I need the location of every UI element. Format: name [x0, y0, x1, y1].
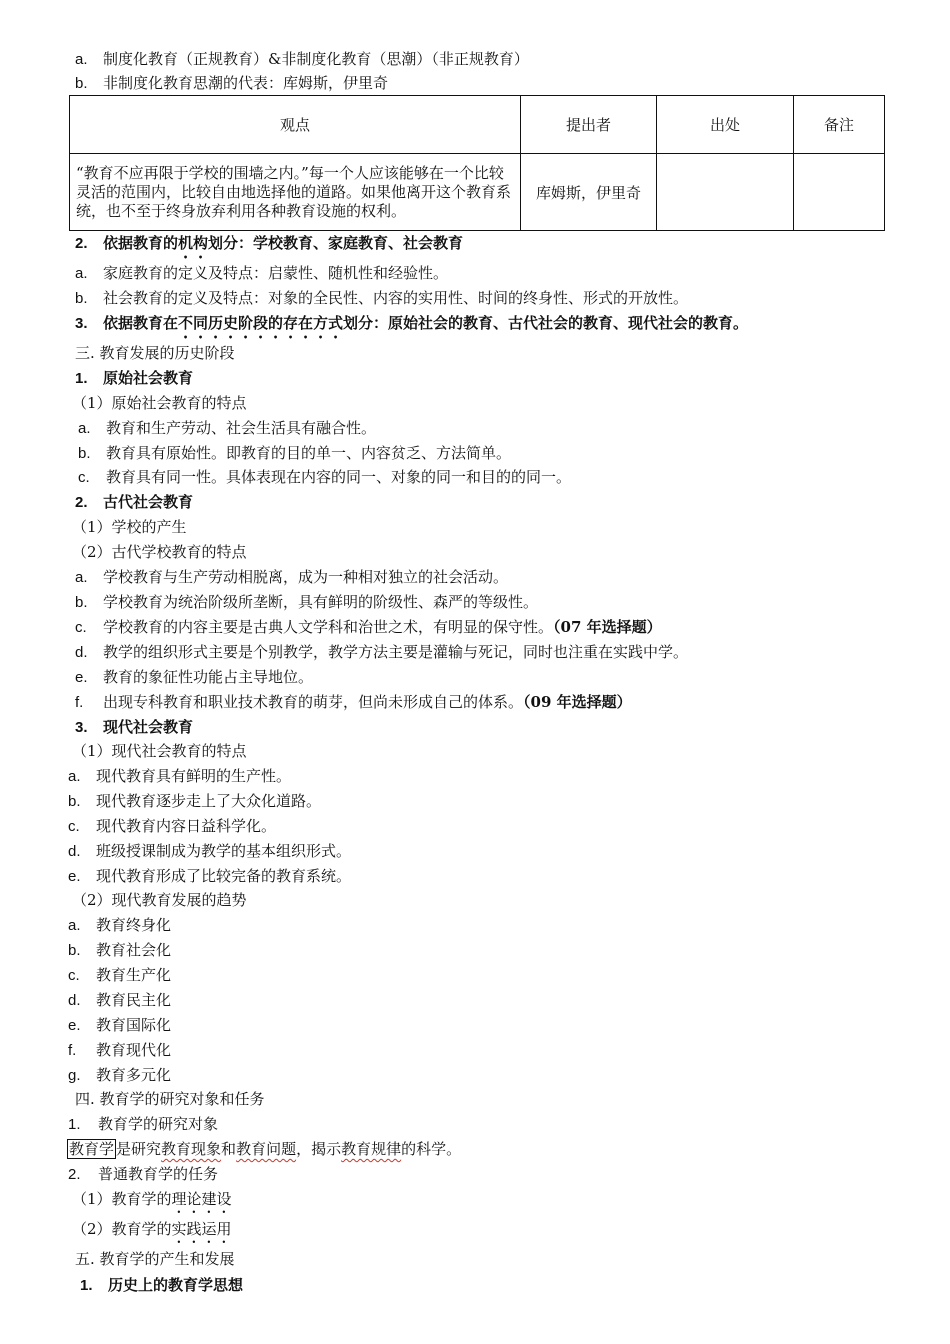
table-header-row [70, 96, 885, 154]
table-header-cell: 观点 [70, 96, 521, 154]
sub-heading: （2）现代教育发展的趋势 [72, 891, 247, 909]
list-marker: a. [78, 420, 91, 437]
list-marker: e. [75, 669, 88, 686]
list-item [68, 990, 171, 1011]
term-boxed: 教育学 [69, 1140, 115, 1158]
list-marker: f. [75, 694, 84, 711]
subsection-heading [75, 492, 193, 513]
sub-heading: （1）原始社会教育的特点 [72, 394, 247, 412]
definition-text: 的科学。 [401, 1140, 462, 1158]
list-text: 现代教育内容日益科学化。 [96, 817, 277, 835]
heading-text: 教育学的研究对象 [98, 1115, 219, 1133]
heading-number: 2. [75, 494, 88, 511]
heading-text: 依据教育的 [103, 234, 179, 252]
exam-tag: （07 年选择题） [553, 618, 662, 636]
list-text: 学校教育与生产劳动相脱离，成为一种相对独立的社会活动。 [103, 568, 509, 586]
heading-text: 现代社会教育 [103, 718, 194, 736]
table-header-cell: 出处 [657, 96, 794, 154]
list-text: 教育现代化 [96, 1041, 172, 1059]
list-item [75, 567, 508, 588]
list-text: 教育的象征性功能占主导地位。 [103, 668, 314, 686]
table-cell-source [657, 154, 794, 231]
list-marker: a. [68, 768, 81, 785]
list-item [68, 866, 351, 887]
definition-line [67, 1139, 461, 1159]
list-marker: a. [68, 917, 81, 934]
heading-text: 依据教育在 [103, 314, 179, 332]
table-header-cell: 提出者 [521, 96, 657, 154]
list-text: 教学的组织形式主要是个别教学，教学方法主要是灌输与死记，同时也注重在实践中学。 [103, 643, 689, 661]
list-marker: b. [75, 290, 88, 307]
section-title: 四. 教育学的研究对象和任务 [75, 1090, 265, 1108]
definition-text: 和 [221, 1140, 237, 1158]
emphasis-text: 实践运用 [171, 1220, 232, 1238]
list-item [68, 1065, 171, 1086]
list-text: 教育终身化 [96, 916, 172, 934]
list-text: 现代教育逐步走上了大众化道路。 [96, 792, 322, 810]
section-heading [75, 313, 748, 342]
subsection-heading [80, 1275, 243, 1296]
table-cell-proposer: 库姆斯，伊里奇 [521, 154, 657, 231]
emphasis-text: 理论建设 [171, 1190, 232, 1208]
subsection-heading [75, 717, 193, 738]
section-title: 五. 教育学的产生和发展 [75, 1250, 235, 1268]
list-marker: a. [75, 51, 88, 68]
exam-tag: （09 年选择题） [523, 693, 632, 711]
list-text: 教育生产化 [96, 966, 172, 984]
list-item [68, 965, 171, 986]
definition-text: 是研究 [116, 1140, 162, 1158]
sub-heading: （2）古代学校教育的特点 [72, 543, 247, 561]
list-marker: g. [68, 1067, 81, 1084]
sub-heading: （1）学校的产生 [72, 518, 187, 536]
list-item [75, 73, 388, 94]
list-item [75, 592, 538, 613]
list-marker: a. [75, 265, 88, 282]
list-marker: b. [78, 445, 91, 462]
list-text: 教育具有原始性。即教育的目的单一、内容贫乏、方法简单。 [106, 444, 512, 462]
list-item [68, 841, 351, 862]
list-text: 制度化教育（正规教育）&非制度化教育（思潮）（非正规教育） [103, 50, 529, 68]
section-heading [75, 233, 463, 262]
list-marker: f. [68, 1042, 77, 1059]
list-text: 教育多元化 [96, 1066, 172, 1084]
list-marker: c. [68, 818, 80, 835]
heading-number: 3. [75, 315, 88, 332]
heading-number: 3. [75, 719, 88, 736]
list-text: 现代教育具有鲜明的生产性。 [96, 767, 292, 785]
list-text: 班级授课制成为教学的基本组织形式。 [96, 842, 352, 860]
table-header-cell: 备注 [794, 96, 885, 154]
emphasis-text: 机构 [178, 234, 209, 252]
list-text: 教育国际化 [96, 1016, 172, 1034]
list-marker: b. [75, 75, 88, 92]
emphasis-text: 不同历史阶段的存在方式 [178, 314, 344, 332]
heading-text: 划分：原始社会的教育、古代社会的教育、现代社会的教育。 [343, 314, 749, 332]
section-title: 三. 教育发展的历史阶段 [75, 344, 235, 362]
list-marker: d. [75, 644, 88, 661]
term-underlined: 教育问题 [236, 1140, 297, 1158]
viewpoint-table [69, 95, 885, 231]
definition-text: ，揭示 [296, 1140, 342, 1158]
list-text: 现代教育形成了比较完备的教育系统。 [96, 867, 352, 885]
list-marker: e. [68, 1017, 81, 1034]
term-underlined: 教育现象 [161, 1140, 222, 1158]
sub-heading-text: （1）教育学的 [72, 1190, 172, 1208]
list-text: 出现专科教育和职业技术教育的萌芽，但尚未形成自己的体系。 [103, 693, 524, 711]
heading-number: 2. [68, 1166, 81, 1183]
sub-heading-text: （2）教育学的 [72, 1220, 172, 1238]
heading-text: 普通教育学的任务 [98, 1165, 219, 1183]
table-cell-note [794, 154, 885, 231]
heading-number: 1. [75, 370, 88, 387]
list-text: 社会教育的定义及特点：对象的全民性、内容的实用性、时间的终身性、形式的开放性。 [103, 289, 689, 307]
list-text: 非制度化教育思潮的代表：库姆斯，伊里奇 [103, 74, 389, 92]
list-item [68, 940, 171, 961]
list-text: 教育具有同一性。具体表现在内容的同一、对象的同一和目的的同一。 [106, 468, 572, 486]
list-item [75, 692, 632, 713]
sub-heading: （1）现代社会教育的特点 [72, 742, 247, 760]
list-item [75, 617, 662, 638]
term-underlined: 教育规律 [341, 1140, 402, 1158]
list-marker: c. [68, 967, 80, 984]
list-item [68, 1015, 171, 1036]
subsection-heading [68, 1164, 218, 1185]
list-marker: b. [75, 594, 88, 611]
heading-number: 2. [75, 235, 88, 252]
heading-text: 原始社会教育 [103, 369, 194, 387]
table-cell-view: “教育不应再限于学校的围墙之内。”每一个人应该能够在一个比较灵活的范围内，比较自由地选择他的道路。如果他离开这个教育系统，也不至于终身放弃利用各种教育设施的权利。 [70, 154, 521, 231]
list-marker: d. [68, 992, 81, 1009]
sub-heading [72, 1219, 232, 1247]
list-marker: c. [75, 619, 87, 636]
list-item [78, 467, 571, 488]
list-item [75, 49, 529, 70]
table-row [70, 154, 885, 231]
list-item [75, 667, 313, 688]
list-marker: b. [68, 942, 81, 959]
list-item [75, 263, 448, 284]
list-text: 学校教育的内容主要是古典人文学科和治世之术，有明显的保守性。 [103, 618, 554, 636]
list-item [78, 418, 376, 439]
heading-text: 古代社会教育 [103, 493, 194, 511]
heading-number: 1. [68, 1116, 81, 1133]
list-item [75, 288, 688, 309]
heading-text: 历史上的教育学思想 [108, 1276, 244, 1294]
list-item [68, 816, 276, 837]
list-text: 学校教育为统治阶级所垄断，具有鲜明的阶级性、森严的等级性。 [103, 593, 539, 611]
list-marker: e. [68, 868, 81, 885]
list-item [68, 1040, 171, 1061]
list-text: 教育社会化 [96, 941, 172, 959]
list-marker: a. [75, 569, 88, 586]
list-item [68, 791, 321, 812]
list-text: 教育民主化 [96, 991, 172, 1009]
list-item [78, 443, 511, 464]
sub-heading [72, 1189, 232, 1217]
list-item [75, 642, 688, 663]
list-marker: d. [68, 843, 81, 860]
list-text: 家庭教育的定义及特点：启蒙性、随机性和经验性。 [103, 264, 449, 282]
heading-text: 划分：学校教育、家庭教育、社会教育 [208, 234, 464, 252]
list-marker: b. [68, 793, 81, 810]
list-item [68, 915, 171, 936]
list-marker: c. [78, 469, 90, 486]
subsection-heading [75, 368, 193, 389]
list-text: 教育和生产劳动、社会生活具有融合性。 [106, 419, 377, 437]
subsection-heading [68, 1114, 218, 1135]
list-item [68, 766, 291, 787]
heading-number: 1. [80, 1277, 93, 1294]
